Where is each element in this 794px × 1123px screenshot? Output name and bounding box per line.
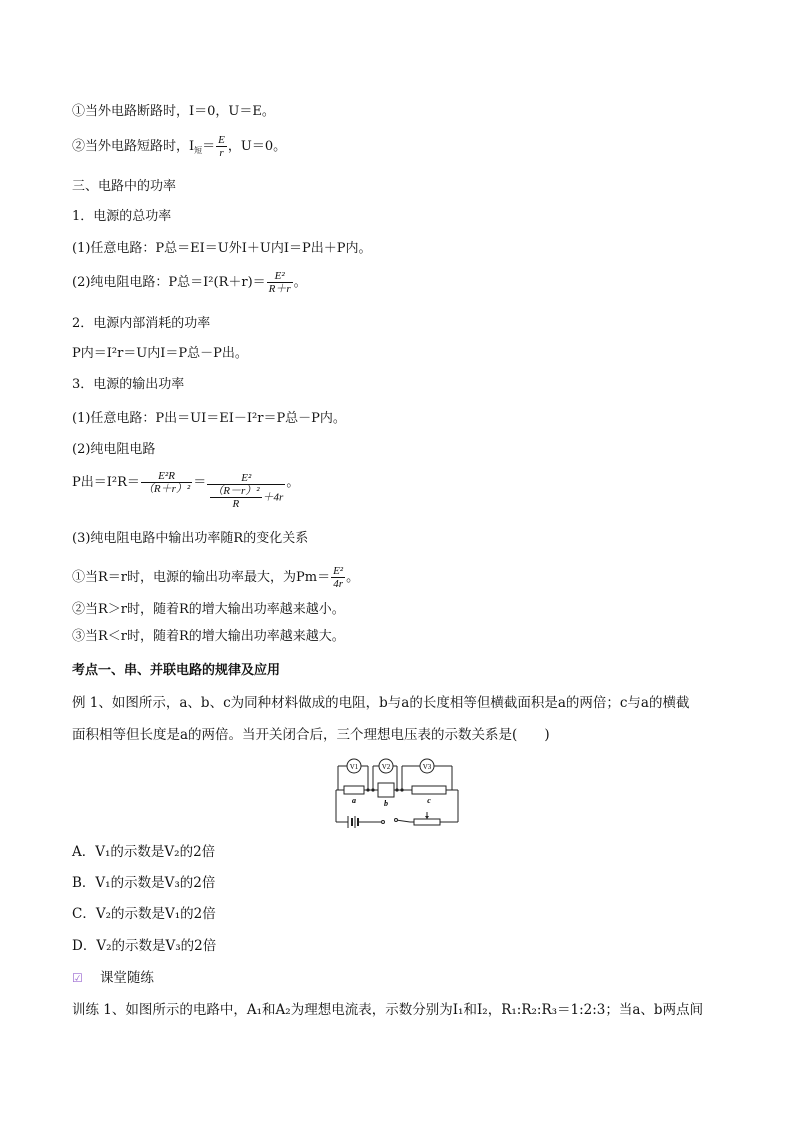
denominator: （R＋r）² xyxy=(142,483,191,495)
denominator: 4r xyxy=(333,578,343,590)
training-1-line: 训练 1、如图所示的电路中，A₁和A₂为理想电流表，示数分别为I₁和I₂，R₁:R₂:R₃＝1:2:3；当a、b两点间 xyxy=(72,1002,704,1018)
resistor-a-label: a xyxy=(352,796,356,805)
line-total-any: (1)任意电路：P总＝EI＝U外I＋U内I＝P出＋P内。 xyxy=(72,241,372,256)
subheading-total-power: 1．电源的总功率 xyxy=(72,209,172,224)
subscript: 短 xyxy=(194,146,203,155)
text: ②当外电路短路时，I xyxy=(72,139,195,154)
line-total-resistive xyxy=(72,270,307,295)
junction-dot xyxy=(371,788,374,791)
text: ，U＝0。 xyxy=(227,139,287,154)
inner-term: ＋4r xyxy=(262,491,284,503)
resistor-b xyxy=(378,783,394,797)
line-short-circuit xyxy=(72,134,286,160)
text: 。 xyxy=(293,275,307,290)
line-case-less: ③当R＜r时，随着R的增大输出功率越来越大。 xyxy=(72,629,345,644)
option-d[interactable]: D．V₂的示数是V₃的2倍 xyxy=(72,938,217,954)
subheading-internal-power: 2．电源内部消耗的功率 xyxy=(72,316,211,331)
resistor-c xyxy=(412,786,446,794)
option-a[interactable]: A．V₁的示数是V₂的2倍 xyxy=(72,844,216,860)
line-open-circuit: ①当外电路断路时，I＝0，U＝E。 xyxy=(72,104,275,119)
option-b[interactable]: B．V₁的示数是V₃的2倍 xyxy=(72,875,216,891)
rheostat-icon xyxy=(414,812,440,825)
voltmeter-v2-label: V2 xyxy=(381,763,391,771)
fraction xyxy=(141,470,192,495)
example-1-line-1: 例 1、如图所示，a、b、c为同种材料做成的电阻，b与a的长度相等但横截面积是a的两倍；c与a的横截 xyxy=(72,695,690,711)
fraction xyxy=(216,134,227,159)
inner-fraction xyxy=(210,485,261,510)
subheading-output-power: 3．电源的输出功率 xyxy=(72,377,185,392)
junction-dot xyxy=(395,788,398,791)
line-case-greater: ②当R＞r时，随着R的增大输出功率越来越小。 xyxy=(72,602,345,617)
line-relation-heading: (3)纯电阻电路中输出功率随R的变化关系 xyxy=(72,531,309,546)
line-internal: P内＝I²r＝U内I＝P总－P出。 xyxy=(72,346,248,361)
denominator xyxy=(207,485,285,510)
fraction xyxy=(267,270,293,295)
line-case-equal xyxy=(72,565,359,590)
key-point-heading: 考点一、串、并联电路的规律及应用 xyxy=(72,663,281,678)
practice-heading xyxy=(72,969,154,987)
text: P出＝I²R＝ xyxy=(72,475,140,490)
battery-icon xyxy=(348,816,358,828)
option-c[interactable]: C．V₂的示数是V₁的2倍 xyxy=(72,906,216,922)
junction-dot xyxy=(366,788,369,791)
inner-denominator: R xyxy=(232,497,240,510)
equals: ＝ xyxy=(193,475,207,490)
practice-label: 课堂随练 xyxy=(99,970,154,986)
inner-numerator: （R－r）² xyxy=(212,484,260,497)
edit-check-icon: ☑ xyxy=(72,971,83,985)
circuit-diagram xyxy=(334,756,460,828)
denominator: r xyxy=(219,147,224,159)
example-1-line-2: 面积相等但长度是a的两倍。当开关闭合后，三个理想电压表的示数关系是( ) xyxy=(72,727,550,743)
line-output-any: (1)任意电路：P出＝UI＝EI－I²r＝P总－P内。 xyxy=(72,411,346,426)
numerator: E² xyxy=(333,565,344,577)
numerator: E² xyxy=(207,472,285,485)
resistor-a xyxy=(344,786,364,794)
section-heading-power: 三、电路中的功率 xyxy=(72,179,177,194)
numerator: E² xyxy=(267,270,293,283)
numerator: E xyxy=(218,134,225,146)
line-output-resistive: (2)纯电阻电路 xyxy=(72,442,156,457)
junction-dot xyxy=(400,788,403,791)
voltmeter-v1-label: V1 xyxy=(349,763,359,771)
equals: ＝ xyxy=(202,139,216,154)
switch-icon xyxy=(382,819,398,824)
compound-fraction xyxy=(207,472,285,510)
text: 。 xyxy=(286,475,300,490)
text: ①当R＝r时，电源的输出功率最大，为Pm＝ xyxy=(72,570,331,585)
text: 。 xyxy=(346,570,360,585)
fraction xyxy=(331,565,345,590)
voltmeter-v3-label: V3 xyxy=(422,763,432,771)
numerator: E²R xyxy=(141,470,192,483)
text: (2)纯电阻电路：P总＝I²(R＋r)＝ xyxy=(72,275,266,290)
line-output-formula xyxy=(72,470,299,510)
resistor-b-label: b xyxy=(384,799,388,808)
denominator: R＋r xyxy=(268,283,291,295)
resistor-c-label: c xyxy=(427,796,431,805)
